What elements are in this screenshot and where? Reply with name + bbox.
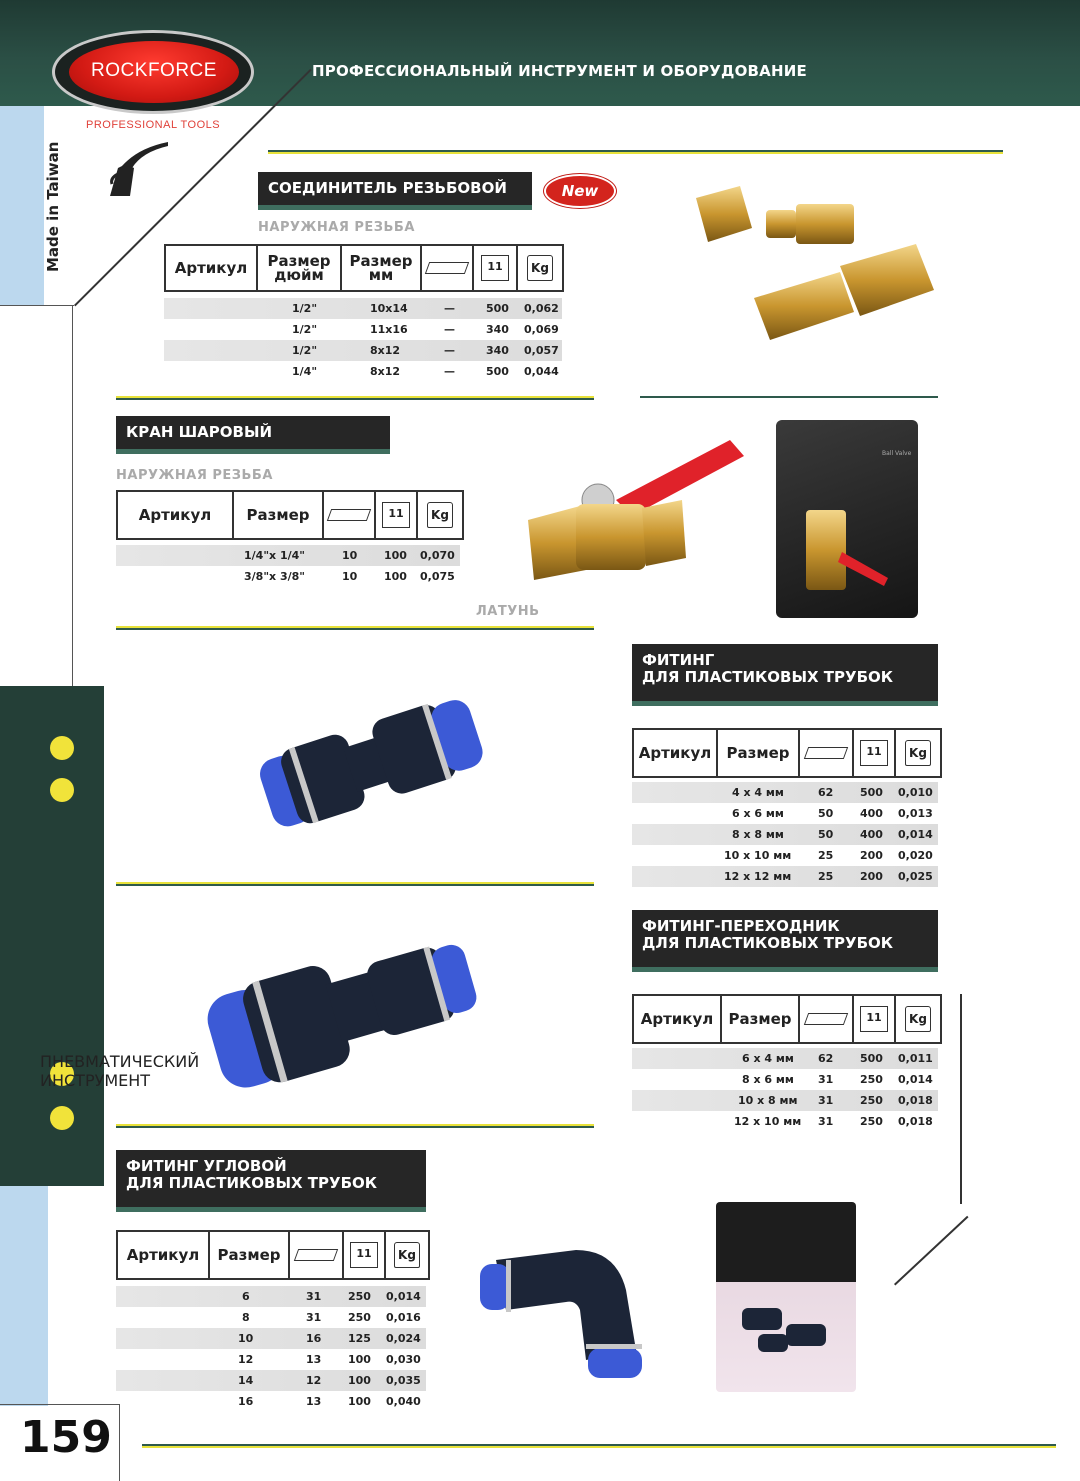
page-number: 159: [20, 1412, 112, 1463]
brass-connector-image: [690, 180, 940, 355]
weight-kg-icon: Kg: [386, 1232, 428, 1278]
col-size: Размер: [722, 996, 800, 1042]
reducer-table-header: [632, 994, 942, 1044]
table-row: 6 31 250 0,014: [116, 1286, 426, 1307]
elbow-package-image: [716, 1202, 856, 1392]
threaded-table-body: [164, 298, 562, 382]
brand-subtitle: PROFESSIONAL TOOLS: [86, 119, 221, 131]
table-row: 16 13 100 0,040: [238, 1395, 421, 1408]
frame-line-vertical: [72, 305, 73, 686]
diagonal-line: [894, 1216, 968, 1286]
table-row: 10 x 10 мм 25 200 0,020: [724, 849, 933, 862]
table-row: 3/8"x 3/8" 10 100 0,075: [244, 570, 455, 583]
ballvalve-subtitle: НАРУЖНАЯ РЕЗЬБА: [116, 468, 273, 483]
weight-kg-icon: Kg: [418, 492, 462, 538]
section-rule: [116, 626, 594, 630]
box-icon: [800, 730, 854, 776]
weight-kg-icon: Kg: [518, 246, 562, 290]
box-icon: [324, 492, 376, 538]
frame-line: [0, 305, 74, 306]
col-size: Размер: [718, 730, 800, 776]
category-title-line1: ПНЕВМАТИЧЕСКИЙ: [40, 1052, 200, 1071]
table-row: 8 31 250 0,016: [242, 1311, 421, 1324]
fitting-title-line1: ФИТИНГ: [642, 651, 715, 669]
page-headline: ПРОФЕССИОНАЛЬНЫЙ ИНСТРУМЕНТ И ОБОРУДОВАНИЕ: [312, 62, 807, 80]
table-row: 1/2" 8x12 — 340 0,057: [164, 340, 562, 361]
footer-rule: [142, 1444, 1056, 1448]
elbow-table-header: [116, 1230, 430, 1280]
table-row: 14 12 100 0,035: [116, 1370, 426, 1391]
reducer-fitting-image: [200, 920, 490, 1090]
side-accent-top: [0, 106, 44, 306]
col-size-inch: Размер дюйм: [258, 246, 342, 290]
package-icon: 11: [854, 996, 896, 1042]
package-icon: 11: [376, 492, 418, 538]
threaded-title: СОЕДИНИТЕЛЬ РЕЗЬБОВОЙ: [258, 172, 532, 210]
table-row: 1/4" 8x12 — 500 0,044: [292, 365, 559, 378]
table-row: 12 13 100 0,030: [238, 1353, 421, 1366]
col-article: Артикул: [118, 1232, 210, 1278]
air-gun-icon: [104, 138, 172, 200]
table-row: 1/2" 11x16 — 340 0,069: [292, 323, 559, 336]
reducer-title: [632, 910, 938, 972]
table-row: 1/4"x 1/4" 10 100 0,070: [116, 545, 460, 566]
fitting-table-body: [632, 782, 938, 887]
table-row: 8 x 6 мм 31 250 0,014: [742, 1073, 933, 1086]
ballvalve-table-header: [116, 490, 464, 540]
category-side-tab: [0, 686, 104, 1186]
col-size: Размер: [234, 492, 324, 538]
table-row: 10 x 8 мм 31 250 0,018: [632, 1090, 938, 1111]
section-rule: [116, 1124, 594, 1128]
table-row: 1/2" 10x14 — 500 0,062: [164, 298, 562, 319]
elbow-title: [116, 1150, 426, 1212]
col-article: Артикул: [634, 730, 718, 776]
reducer-title-line1: ФИТИНГ-ПЕРЕХОДНИК: [642, 917, 840, 935]
section-rule: [116, 396, 594, 400]
ball-valve-package-image: [776, 420, 918, 618]
ballvalve-title: КРАН ШАРОВЫЙ: [116, 416, 390, 454]
table-row: 12 x 10 мм 31 250 0,018: [734, 1115, 933, 1128]
elbow-title-line1: ФИТИНГ УГЛОВОЙ: [126, 1157, 287, 1175]
side-accent-bottom: [0, 1186, 48, 1406]
elbow-table-body: [116, 1286, 426, 1412]
col-article: Артикул: [634, 996, 722, 1042]
yellow-dot: [50, 778, 74, 802]
made-in-label: Made in Taiwan: [44, 141, 62, 272]
package-icon: 11: [474, 246, 518, 290]
weight-kg-icon: Kg: [896, 996, 940, 1042]
table-row: 12 x 12 мм 25 200 0,025: [632, 866, 938, 887]
brand-name: ROCKFORCE: [91, 60, 217, 81]
material-label: ЛАТУНЬ: [476, 604, 540, 619]
elbow-title-line2: ДЛЯ ПЛАСТИКОВЫХ ТРУБОК: [126, 1174, 378, 1192]
col-article: Артикул: [118, 492, 234, 538]
ballvalve-table-body: [116, 545, 460, 587]
box-icon: [422, 246, 474, 290]
section-rule: [116, 882, 594, 886]
table-row: 4 x 4 мм 62 500 0,010: [632, 782, 938, 803]
threaded-table-header: [164, 244, 564, 292]
col-size: Размер: [210, 1232, 290, 1278]
box-icon: [290, 1232, 344, 1278]
fitting-title: [632, 644, 938, 706]
fitting-title-line2: ДЛЯ ПЛАСТИКОВЫХ ТРУБОК: [642, 668, 894, 686]
ball-valve-image: [520, 430, 750, 590]
elbow-fitting-image: [476, 1220, 676, 1390]
table-row: 6 x 4 мм 62 500 0,011: [632, 1048, 938, 1069]
table-row: 8 x 8 мм 50 400 0,014: [632, 824, 938, 845]
col-article: Артикул: [166, 246, 258, 290]
table-row: 10 16 125 0,024: [116, 1328, 426, 1349]
table-row: 6 x 6 мм 50 400 0,013: [732, 807, 933, 820]
category-title-line2: ИНСТРУМЕНТ: [40, 1071, 151, 1090]
col-size-mm: Размер мм: [342, 246, 422, 290]
weight-kg-icon: Kg: [896, 730, 940, 776]
threaded-subtitle: НАРУЖНАЯ РЕЗЬБА: [258, 220, 415, 235]
package-icon: 11: [344, 1232, 386, 1278]
new-badge: New: [544, 174, 616, 208]
yellow-dot: [50, 1106, 74, 1130]
frame-line: [960, 994, 962, 1204]
category-title: [40, 1052, 199, 1090]
fitting-table-header: [632, 728, 942, 778]
package-icon: 11: [854, 730, 896, 776]
package-label: Ball Valve: [882, 450, 912, 457]
brand-logo: [52, 30, 254, 114]
section-rule: [268, 150, 1003, 154]
straight-fitting-image: [240, 680, 490, 840]
section-rule: [640, 396, 938, 400]
reducer-table-body: [632, 1048, 938, 1132]
reducer-title-line2: ДЛЯ ПЛАСТИКОВЫХ ТРУБОК: [642, 934, 894, 952]
box-icon: [800, 996, 854, 1042]
yellow-dot: [50, 736, 74, 760]
